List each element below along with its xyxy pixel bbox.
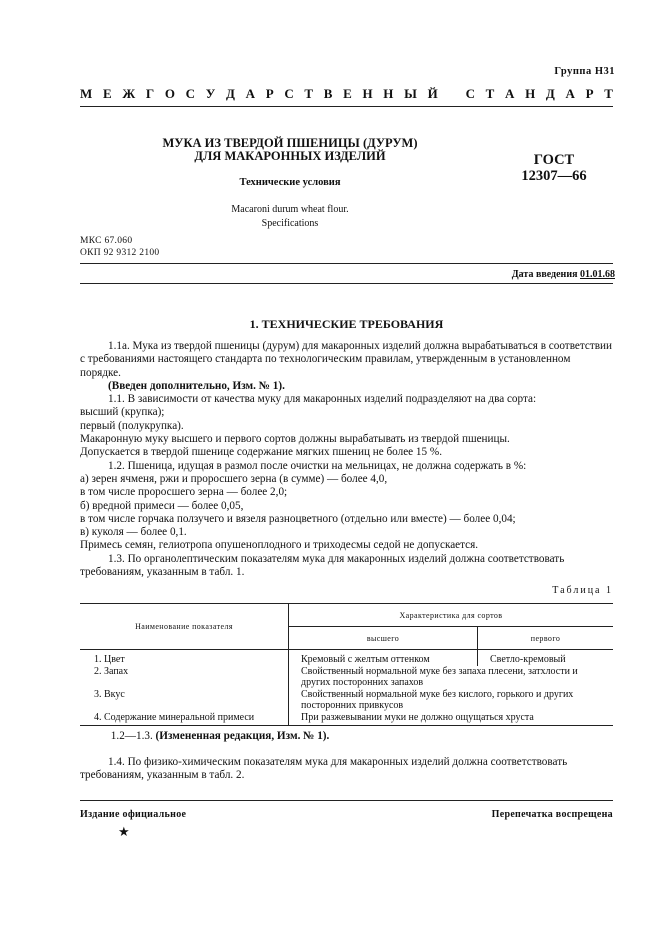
gost-number: 12307—66: [521, 168, 587, 184]
item-b-sub: в том числе горчака ползучего и вязеля разноцветного (отдельно или вместе) — более 0,04;: [80, 512, 516, 525]
star-icon: ★: [118, 824, 130, 839]
banner-letter: Н: [362, 86, 373, 101]
english-title-line-1: Macaroni durum wheat flour.: [231, 204, 349, 215]
amendment-line: [80, 730, 613, 743]
title-line-1: МУКА ИЗ ТВЕРДОЙ ПШЕНИЦЫ (ДУРУМ): [162, 136, 418, 150]
banner-letter: Р: [585, 86, 594, 101]
row-value-first: Светло-кремовый: [490, 654, 566, 665]
section-heading: 1. ТЕХНИЧЕСКИЕ ТРЕБОВАНИЯ: [249, 317, 444, 331]
row-value-high: Кремовый с желтым оттенком: [289, 650, 478, 666]
banner-letter: Е: [343, 86, 352, 101]
banner-gap: [448, 86, 455, 102]
banner-letter: В: [323, 86, 333, 101]
english-title: [100, 203, 480, 231]
table-row: [80, 666, 613, 689]
document-title: [100, 137, 480, 163]
document-subtitle: Технические условия: [239, 177, 341, 188]
group-code: Группа Н31: [554, 66, 615, 77]
classification-codes: [80, 235, 159, 259]
paragraph-1-3: 1.3. По органолептическим показателям мука для макаронных изделий должна соответствовать требованиям, указанным в табл. 1.: [80, 552, 565, 579]
banner-letter: Т: [604, 86, 613, 101]
banner-letter: Й: [427, 86, 438, 101]
banner-letter: Р: [265, 86, 274, 101]
mks-code: МКС 67.060: [80, 236, 133, 246]
amendment-clauses: 1.2—1.3.: [110, 730, 153, 742]
col-header-group: Характеристика для сортов: [289, 604, 614, 627]
banner-letter: О: [164, 86, 175, 101]
paragraph-1-4: 1.4. По физико-химическим показателям мука для макаронных изделий должна соответствовать требованиям, указанным в табл. 2.: [80, 756, 568, 782]
banner-letter: А: [505, 86, 515, 101]
banner-letter: У: [205, 86, 216, 101]
paragraph-wheat: Макаронную муку высшего и первого сортов должны вырабатывать из твердой пшеницы.: [80, 433, 510, 446]
amendment-change-note: (Измененная редакция, Изм. № 1).: [155, 730, 330, 742]
effective-date: [512, 269, 615, 280]
top-rule: [80, 106, 613, 107]
row-value-merged: При разжевывании муки не должно ощущаться хруста: [289, 712, 614, 726]
paragraph-seeds: Примесь семян, гелиотропа опушеноплодного и триходесмы седой не допускается.: [80, 539, 479, 552]
banner-letter: Н: [383, 86, 394, 101]
banner-letter: Т: [304, 86, 314, 101]
gost-label: ГОСТ: [533, 152, 575, 168]
paragraph-1-2: 1.2. Пшеница, идущая в размол после очистки на мельницах, не должна содержать в %:: [108, 459, 527, 472]
banner-letter: С: [465, 86, 475, 101]
item-a: а) зерен ячменя, ржи и проросшего зерна (в сумме) — более 4,0,: [80, 472, 388, 485]
table-caption: Таблица 1: [552, 585, 613, 596]
organoleptic-table: [80, 603, 613, 726]
section-body: [80, 340, 613, 579]
row-value-merged: Свойственный нормальной муке без запаха плесени, затхлости и других посторонних запахов: [301, 665, 578, 688]
banner-letter: Ж: [122, 86, 136, 101]
banner-letter: С: [185, 86, 196, 101]
gost-designation: [500, 152, 608, 184]
banner-letter: Н: [525, 86, 536, 101]
row-name: 4. Содержание минеральной примеси: [80, 712, 289, 726]
table-row: [80, 712, 613, 726]
amendment-note: (Введен дополнительно, Изм. № 1).: [108, 379, 285, 392]
footer-reprint: Перепечатка воспрещена: [491, 809, 613, 820]
date-value: 01.01.68: [580, 269, 615, 280]
grade-high: высший (крупка);: [80, 406, 165, 419]
row-name: 1. Цвет: [80, 650, 289, 666]
banner-letter: Д: [545, 86, 555, 101]
banner-letter: Т: [485, 86, 495, 101]
okp-code: ОКП 92 9312 2100: [80, 248, 160, 258]
banner-letter: С: [284, 86, 294, 101]
row-name: 2. Запах: [80, 666, 289, 689]
paragraph-soft-wheat: Допускается в твердой пшенице содержание мягких пшениц не более 15 %.: [80, 446, 443, 459]
title-line-2: ДЛЯ МАКАРОННЫХ ИЗДЕЛИЙ: [194, 149, 386, 163]
col-header-high: высшего: [289, 627, 478, 650]
paragraph-1-1: 1.1. В зависимости от качества муку для макаронных изделий подразделяют на два сорта:: [108, 393, 537, 406]
footer-rule: [80, 800, 613, 801]
table-row: [80, 650, 613, 666]
table-row: [80, 689, 613, 712]
col-header-first: первого: [478, 627, 614, 650]
banner-letter: Ы: [404, 86, 417, 101]
item-a-sub: в том числе проросшего зерна — более 2,0;: [80, 486, 288, 499]
row-name: 3. Вкус: [80, 689, 289, 712]
banner-letter: Е: [102, 86, 112, 101]
paragraph-1-1a: 1.1а. Мука из твердой пшеницы (дурум) для макаронных изделий должна вырабатываться в соответствии с требованиями настоящего стандарта по технологическим правилам, утвержденным в установленном порядке.: [80, 340, 613, 379]
banner-letter: М: [80, 86, 93, 101]
banner-letter: А: [245, 86, 255, 101]
banner-letter: Д: [225, 86, 235, 101]
item-b: б) вредной примеси — более 0,05,: [80, 499, 244, 512]
row-value-merged: Свойственный нормальной муке без кислого, горького и других посторонних привкусов: [301, 688, 574, 711]
col-header-name: Наименование показателя: [80, 604, 289, 650]
date-rule: [80, 283, 613, 284]
codes-rule: [80, 263, 613, 264]
standard-banner: [80, 86, 613, 102]
banner-letter: А: [565, 86, 575, 101]
english-title-line-2: Specifications: [261, 218, 319, 229]
item-c: в) куколя — более 0,1.: [80, 526, 187, 539]
banner-letter: Г: [145, 86, 155, 101]
grade-first: первый (полукрупка).: [80, 419, 184, 432]
footer-official: Издание официальное: [80, 809, 187, 820]
date-label: Дата введения: [511, 269, 578, 280]
paragraph-1-4-wrap: [80, 756, 613, 783]
